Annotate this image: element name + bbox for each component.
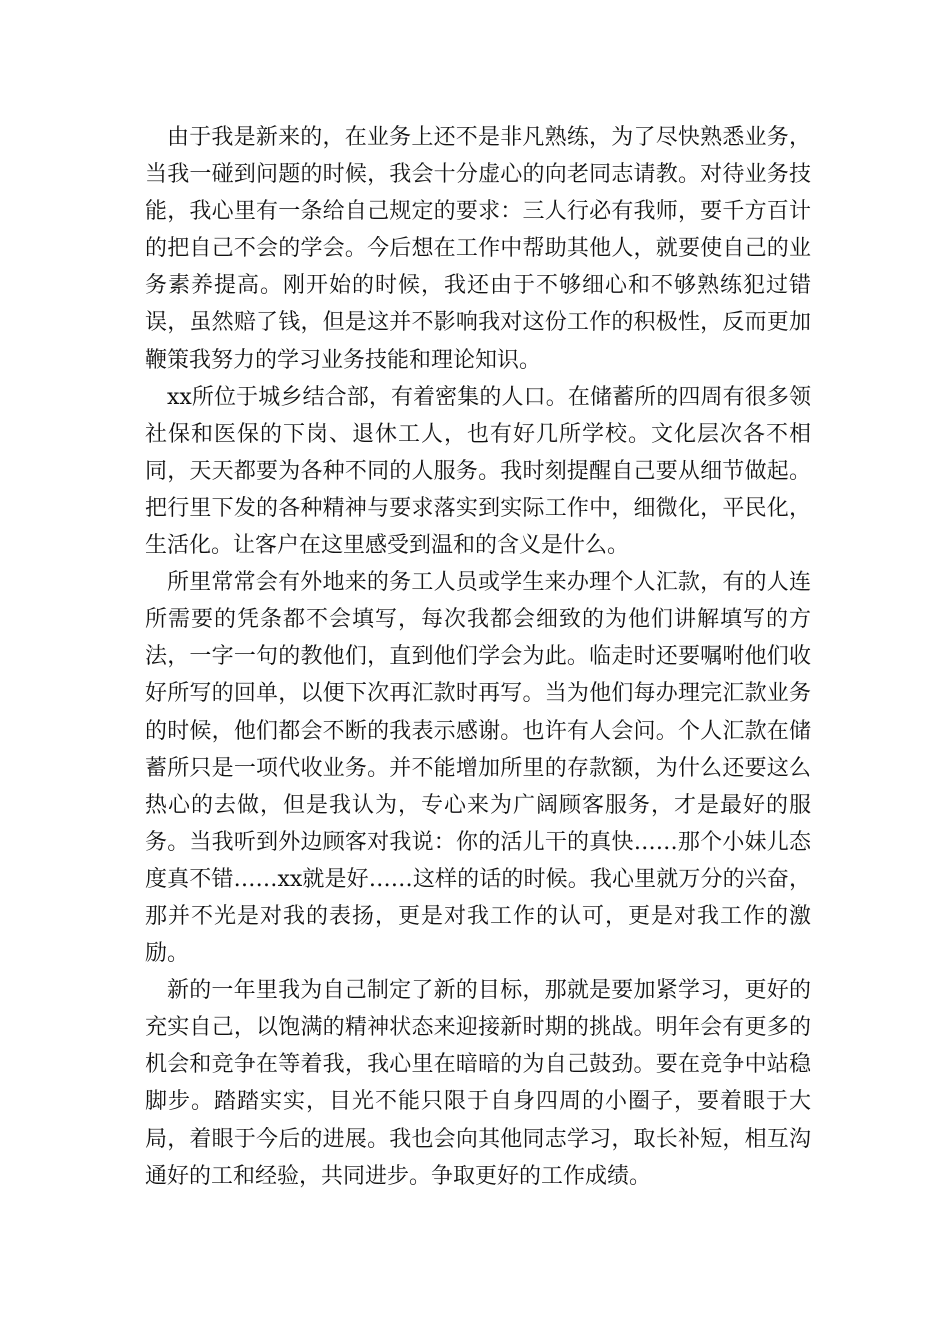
paragraph-1: 由于我是新来的，在业务上还不是非凡熟练，为了尽快熟悉业务，当我一碰到问题的时候，我会十分虚心的向老同志请教。对待业务技能，我心里有一条给自己规定的要求：三人行必有我师，要千方百计的把自己不会的学会。今后想在工作中帮助其他人，就要使自己的业务素养提高。刚开始的时候，我还由于不够细心和不够熟练犯过错误，虽然赔了钱，但是这并不影响我对这份工作的积极性，反而更加鞭策我努力的学习业务技能和理论知识。 bbox=[145, 125, 811, 373]
paragraph-4: 新的一年里我为自己制定了新的目标，那就是要加紧学习，更好的充实自己，以饱满的精神状态来迎接新时期的挑战。明年会有更多的机会和竞争在等着我，我心里在暗暗的为自己鼓劲。要在竞争中站稳脚步。踏踏实实，目光不能只限于自身四周的小圈子，要着眼于大局，着眼于今后的进展。我也会向其他同志学习，取长补短，相互沟通好的工和经验，共同进步。争取更好的工作成绩。 bbox=[145, 978, 811, 1189]
paragraph-2: xx所位于城乡结合部，有着密集的人口。在储蓄所的四周有很多领社保和医保的下岗、退休工人，也有好几所学校。文化层次各不相同，天天都要为各种不同的人服务。我时刻提醒自己要从细节做起。把行里下发的各种精神与要求落实到实际工作中，细微化，平民化，生活化。让客户在这里感受到温和的含义是什么。 bbox=[145, 384, 811, 559]
document-body bbox=[145, 119, 811, 1195]
paragraph-3: 所里常常会有外地来的务工人员或学生来办理个人汇款，有的人连所需要的凭条都不会填写，每次我都会细致的为他们讲解填写的方法，一字一句的教他们，直到他们学会为此。临走时还要嘱咐他们收好所写的回单，以便下次再汇款时再写。当为他们每办理完汇款业务的时候，他们都会不断的我表示感谢。也许有人会问。个人汇款在储蓄所只是一项代收业务。并不能增加所里的存款额，为什么还要这么热心的去做，但是我认为，专心来为广阔顾客服务，才是最好的服务。当我听到外边顾客对我说：你的活儿干的真快……那个小妹儿态度真不错……xx就是好……这样的话的时候。我心里就万分的兴奋，那并不光是对我的表扬，更是对我工作的认可，更是对我工作的激励。 bbox=[145, 570, 811, 967]
